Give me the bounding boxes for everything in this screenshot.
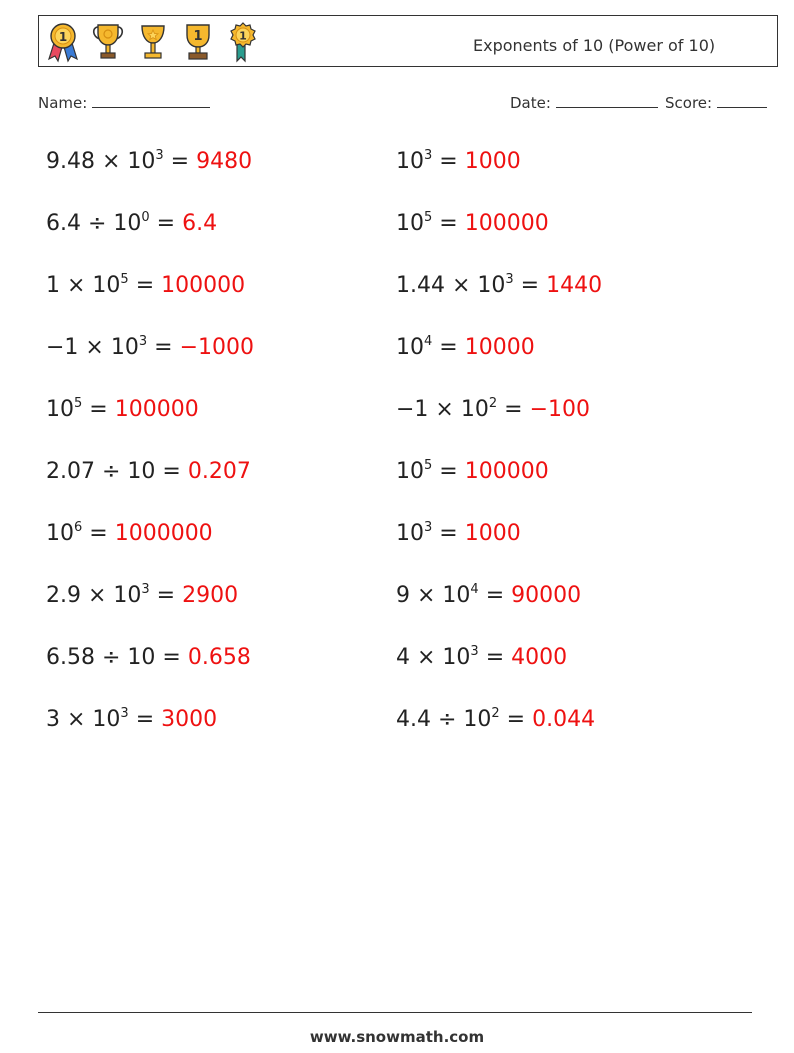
problem-item: $-1 \times 10^2 = -100$ bbox=[396, 396, 590, 422]
answer: 90000 bbox=[511, 583, 582, 608]
answer: 1000 bbox=[464, 521, 521, 546]
problem-item: $10^5 = 100000$ bbox=[46, 396, 199, 422]
name-label: Name: bbox=[38, 94, 88, 112]
trophy-star-icon bbox=[135, 21, 171, 63]
problem-row bbox=[46, 207, 746, 269]
problem-item: $10^6 = 1000000$ bbox=[46, 520, 213, 546]
problem-row bbox=[46, 269, 746, 331]
answer: 3000 bbox=[161, 707, 218, 732]
footer-website: www.snowmath.com bbox=[309, 1028, 485, 1046]
problem-grid bbox=[46, 145, 746, 765]
problem-row bbox=[46, 517, 746, 579]
award-icons bbox=[45, 21, 270, 63]
award-badge-icon bbox=[225, 21, 261, 63]
answer: 6.4 bbox=[182, 211, 218, 236]
name-blank[interactable] bbox=[92, 93, 210, 108]
answer: 0.658 bbox=[187, 645, 251, 670]
answer: −100 bbox=[529, 397, 590, 422]
date-label: Date: bbox=[510, 94, 551, 112]
answer: 0.044 bbox=[532, 707, 596, 732]
trophy-one-icon bbox=[180, 21, 216, 63]
problem-row bbox=[46, 579, 746, 641]
answer: −1000 bbox=[179, 335, 254, 360]
problem-row bbox=[46, 145, 746, 207]
problem-item: $4.4 \div 10^2 = 0.044$ bbox=[396, 706, 596, 732]
score-blank[interactable] bbox=[717, 93, 767, 108]
problem-item: 2.07 ÷ 10 = 0.207 bbox=[46, 459, 251, 484]
medal-ribbon-icon bbox=[45, 21, 81, 63]
answer: 100000 bbox=[114, 397, 199, 422]
problem-item: $2.9 \times 10^3 = 2900$ bbox=[46, 582, 239, 608]
problem-item: $10^5 = 100000$ bbox=[396, 458, 549, 484]
answer: 4000 bbox=[511, 645, 568, 670]
problem-item: $9.48 \times 10^3 = 9480$ bbox=[46, 148, 253, 174]
answer: 10000 bbox=[464, 335, 535, 360]
problem-item: $10^5 = 100000$ bbox=[396, 210, 549, 236]
footer-divider bbox=[38, 1012, 752, 1013]
date-blank[interactable] bbox=[556, 93, 658, 108]
problem-item: $3 \times 10^3 = 3000$ bbox=[46, 706, 218, 732]
svg-text:1: 1 bbox=[239, 29, 247, 43]
name-field bbox=[38, 93, 210, 112]
answer: 1000 bbox=[464, 149, 521, 174]
problem-item: $10^3 = 1000$ bbox=[396, 520, 521, 546]
problem-item: $1.44 \times 10^3 = 1440$ bbox=[396, 272, 603, 298]
problem-item: $10^3 = 1000$ bbox=[396, 148, 521, 174]
problem-row bbox=[46, 331, 746, 393]
score-field bbox=[665, 93, 767, 112]
answer: 100000 bbox=[161, 273, 246, 298]
worksheet-title: Exponents of 10 (Power of 10) bbox=[473, 36, 716, 55]
answer: 9480 bbox=[196, 149, 253, 174]
problem-item: 6.58 ÷ 10 = 0.658 bbox=[46, 645, 251, 670]
problem-item: $4 \times 10^3 = 4000$ bbox=[396, 644, 568, 670]
problem-item: $-1 \times 10^3 = -1000$ bbox=[46, 334, 254, 360]
problem-item: $10^4 = 10000$ bbox=[396, 334, 535, 360]
problem-row bbox=[46, 393, 746, 455]
score-label: Score: bbox=[665, 94, 713, 112]
answer: 0.207 bbox=[187, 459, 251, 484]
date-field bbox=[510, 93, 658, 112]
answer: 100000 bbox=[464, 211, 549, 236]
worksheet-header bbox=[38, 15, 778, 67]
problem-row bbox=[46, 641, 746, 703]
svg-text:1: 1 bbox=[193, 29, 203, 44]
answer: 1440 bbox=[546, 273, 603, 298]
svg-text:1: 1 bbox=[58, 30, 68, 44]
problem-row bbox=[46, 455, 746, 517]
answer: 100000 bbox=[464, 459, 549, 484]
trophy-cup-icon bbox=[90, 21, 126, 63]
problem-row bbox=[46, 703, 746, 765]
answer: 1000000 bbox=[114, 521, 213, 546]
problem-item: $6.4 \div 10^0 = 6.4$ bbox=[46, 210, 218, 236]
problem-item: $1 \times 10^5 = 100000$ bbox=[46, 272, 246, 298]
problem-item: $9 \times 10^4 = 90000$ bbox=[396, 582, 582, 608]
answer: 2900 bbox=[182, 583, 239, 608]
